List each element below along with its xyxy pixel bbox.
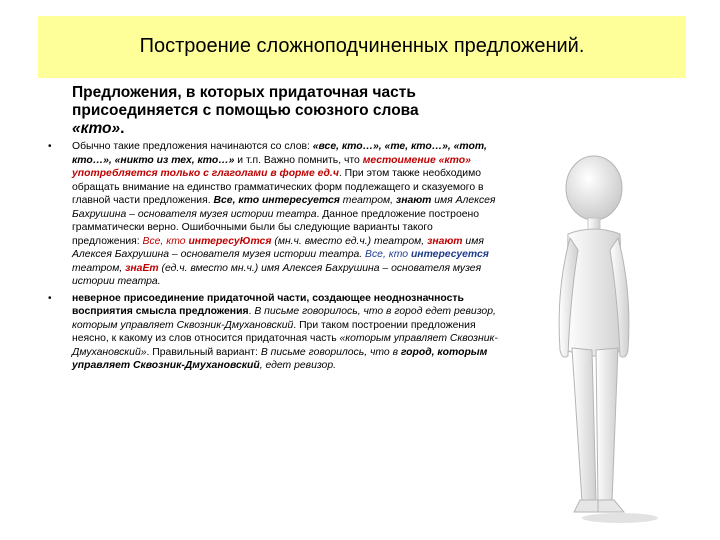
shadow: [582, 513, 658, 523]
text: . При этом также необходимо обращать внимание на единство грамматических форм подлежащего и сказуемого в главной части предложения.: [72, 168, 484, 206]
text: театром,: [72, 262, 126, 274]
bullet-item-1: [48, 140, 498, 289]
text: (ед.ч. вместо мн.ч.) имя Алексея Бахрушина – основателя музея истории театра.: [72, 262, 482, 287]
text: местоимение «кто» употребляется только с глаголами в форме ед.ч: [72, 154, 471, 179]
heading-word: «кто»: [72, 120, 121, 137]
text: . При таком построении предложения неясно, к какому из слов относится придаточная часть: [72, 319, 476, 344]
slide-title: Построение сложноподчиненных предложений.: [139, 35, 585, 57]
bullet-marker: •: [48, 141, 52, 152]
heading-line-1: Предложения, в которых придаточная часть: [72, 84, 416, 101]
right-foot: [598, 500, 624, 512]
text: В письме говорилось, что в город едет ревизор, которым управляет Сквозник-Дмухановский: [72, 306, 496, 331]
text: Все, кто интересуется: [213, 195, 340, 206]
text: В письме говорилось, что в: [260, 346, 401, 358]
bullet-item-2: [48, 292, 498, 373]
title-bar: [38, 16, 686, 78]
text: и т.п. Важно помнить, что: [234, 154, 363, 166]
text: Все, кто: [365, 249, 411, 260]
text: неверное присоединение придаточной части, создающее неоднозначность восприятия смысла предложения: [72, 292, 464, 317]
heading-dot: .: [120, 120, 125, 137]
head: [566, 156, 622, 220]
neck: [588, 218, 600, 230]
text: «все, кто…», «те, кто…», «тот, кто…», «никто из тех, кто…»: [72, 141, 487, 166]
text: . Правильный вариант:: [146, 346, 261, 358]
left-foot: [574, 500, 600, 512]
left-leg: [572, 348, 596, 502]
text: Все, кто: [142, 235, 189, 247]
text: Обычно такие предложения начинаются со слов:: [72, 141, 313, 152]
bullet-list: [48, 140, 498, 373]
figure-svg: [528, 150, 668, 530]
text: знают: [427, 235, 463, 247]
text: знаЕт: [125, 262, 159, 274]
text: интересуется: [410, 249, 489, 260]
text: город, которым управляет Сквозник-Дмухановский: [72, 346, 488, 371]
text: театром,: [339, 195, 396, 206]
text: имя Алексея Бахрушина – основателя музея истории театра.: [72, 235, 484, 260]
heading-line-2: присоединяется с помощью союзного слова: [72, 102, 419, 119]
text: , едет ревизор.: [259, 360, 337, 371]
text: «которым управляет Сквозник-Дмухановский»: [72, 333, 498, 358]
text: имя Алексея Бахрушина – основателя музея истории театра: [72, 195, 496, 220]
right-leg: [596, 348, 618, 502]
text: .: [248, 306, 255, 317]
text: интересуЮтся: [188, 235, 272, 247]
text: (мн.ч. вместо ед.ч.) театром,: [271, 235, 428, 247]
standing-figure-icon: [528, 150, 668, 530]
section-heading: [72, 84, 492, 138]
bullet-marker: •: [48, 292, 52, 304]
text: . Данное предложение построено грамматически верно. Ошибочными были бы следующие варианты такого предложения:: [72, 208, 480, 247]
text: знают: [395, 195, 432, 206]
